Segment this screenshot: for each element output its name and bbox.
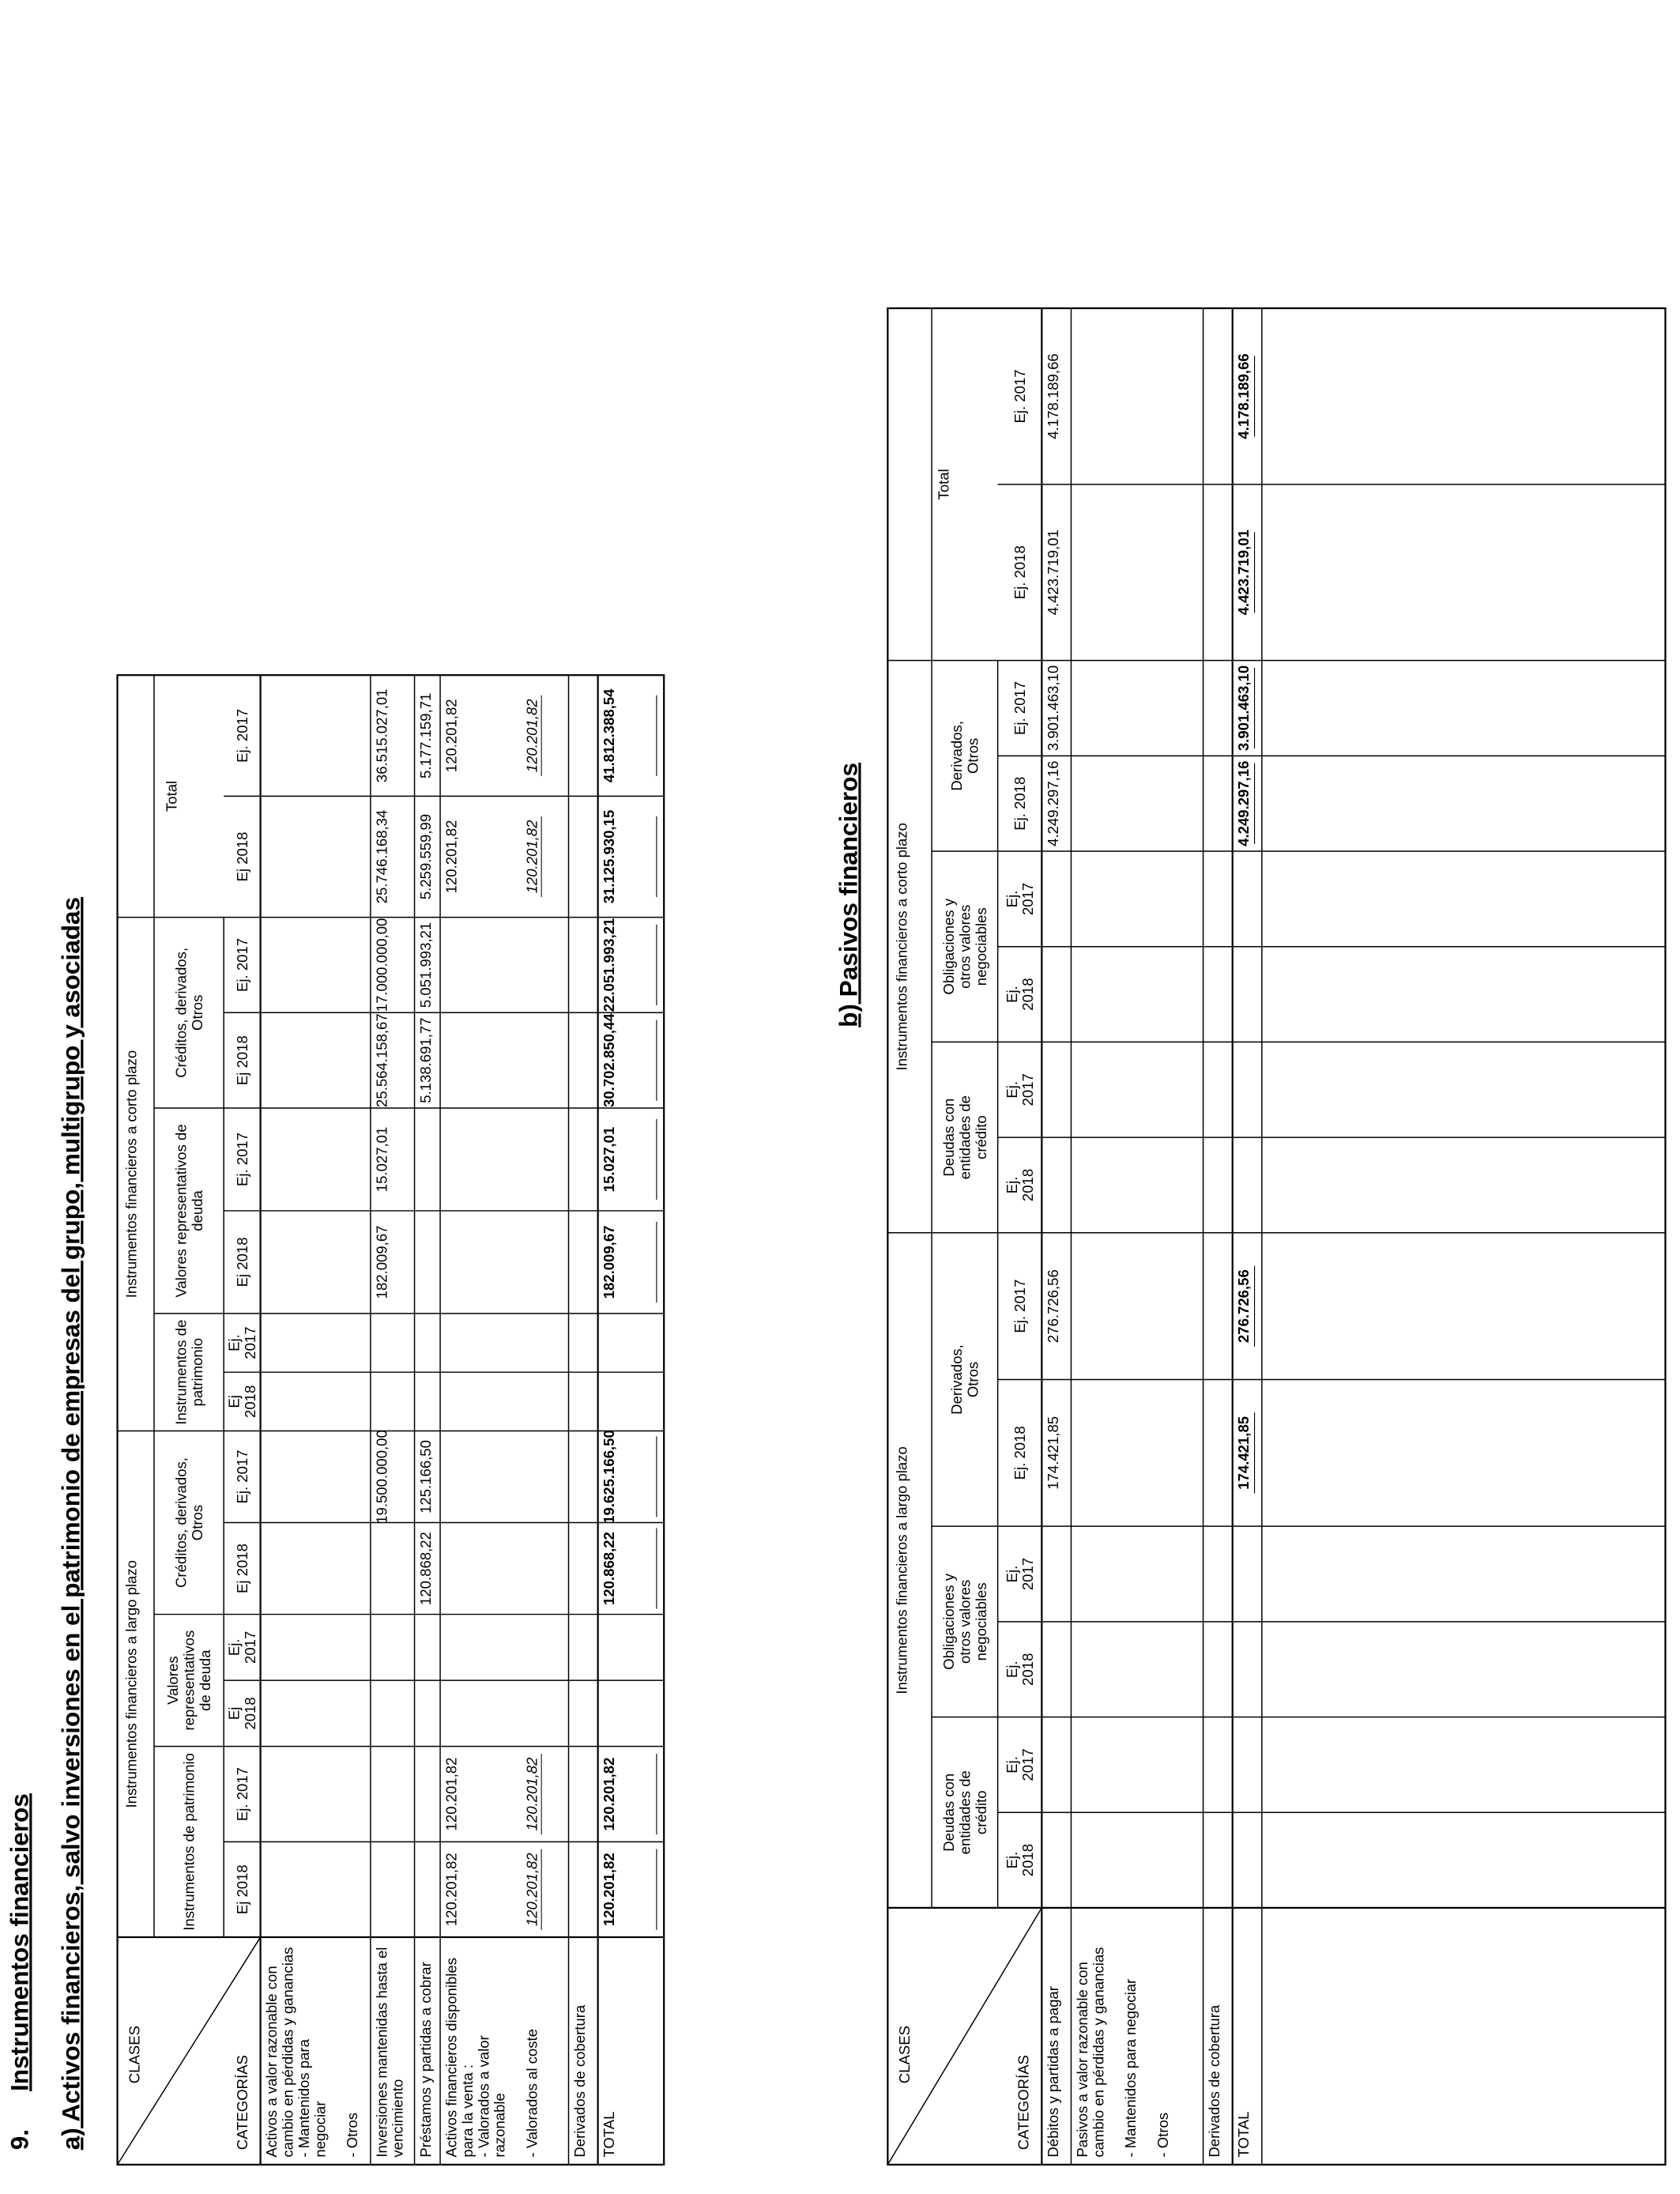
year-header: 2017: [1019, 1557, 1037, 1591]
column-group-header: Otros: [188, 1504, 205, 1541]
year-header: Ej. 2018: [1011, 1426, 1028, 1480]
year-header: Ej: [225, 1395, 243, 1408]
value-cell: 17.000.000,00: [373, 918, 390, 1012]
year-header: Ej 2018: [233, 1864, 250, 1915]
value-cell: 25.564.158,67: [373, 1013, 390, 1107]
column-group-header: entidades de: [956, 1095, 974, 1180]
value-cell: 15.027,01: [373, 1126, 390, 1193]
table-border: [118, 675, 665, 2165]
value-cell: 120.201,82: [443, 699, 460, 773]
row-label: Derivados de cobertura: [571, 2004, 588, 2158]
cost-valued-cell: 120.201,82: [523, 820, 541, 894]
total-value-cell: 15.027,01: [601, 1126, 618, 1193]
column-group-header: crédito: [972, 1790, 989, 1835]
value-cell: 4.178.189,66: [1044, 353, 1061, 439]
value-cell: 5.138.691,77: [416, 1017, 434, 1103]
year-header: Ej.: [225, 1638, 243, 1657]
total-value-cell: 4.178.189,66: [1235, 353, 1252, 439]
table-border: [887, 308, 1665, 2165]
year-header: Ej. 2017: [1011, 1279, 1028, 1333]
year-header: Ej.: [1003, 890, 1020, 908]
value-cell: 19.500.000,00: [373, 1430, 390, 1524]
value-cell: 174.421,85: [1044, 1416, 1061, 1490]
year-header: 2018: [1019, 1168, 1037, 1202]
year-header: Ej.: [1003, 1661, 1020, 1679]
column-group-header: negociables: [972, 907, 989, 986]
year-header: Ej. 2018: [1011, 545, 1028, 600]
cost-valued-cell: 120.201,82: [523, 699, 541, 773]
column-group-header: representativos: [180, 1630, 198, 1731]
year-header: Ej 2018: [233, 1544, 250, 1593]
year-header: 2018: [1019, 978, 1037, 1011]
column-group-header: Obligaciones y: [940, 1574, 957, 1670]
row-label: cambio en pérdidas y ganancias: [1090, 1947, 1107, 2158]
year-header: 2017: [242, 1326, 259, 1359]
total-value-cell: 120.868,22: [601, 1532, 618, 1605]
value-cell: 182.009,67: [373, 1225, 390, 1299]
total-value-cell: 276.726,56: [1235, 1269, 1252, 1344]
liabilities-table-title: b) Pasivos financieros: [834, 762, 863, 1027]
total-value-cell: 41.812.388,54: [601, 688, 618, 783]
total-value-cell: 31.125.930,15: [601, 809, 618, 904]
cost-valued-cell: 120.201,82: [523, 1757, 541, 1831]
year-header: 2018: [1019, 1653, 1037, 1686]
column-group-header: Valores representativos de: [172, 1124, 190, 1298]
year-header: Ej. 2017: [233, 708, 250, 763]
total-value-cell: 3.901.463,10: [1235, 665, 1252, 752]
column-group-header: Instrumentos de patrimonio: [180, 1752, 198, 1931]
row-label: - Mantenidos para: [295, 2039, 312, 2158]
column-group-header: Instrumentos de: [172, 1319, 190, 1425]
row-label: Activos a valor razonable con: [263, 1966, 281, 2158]
year-header: 2017: [242, 1630, 259, 1664]
financial-liabilities-table: [887, 308, 1665, 2165]
long-term-group-header: Instrumentos financieros a largo plazo: [122, 1560, 140, 1808]
row-label: - Valorados a valor: [475, 2035, 492, 2158]
corner-categorias-label: CATEGORÍAS: [1015, 2055, 1032, 2151]
column-group-header: Otros: [964, 1361, 981, 1398]
column-group-header: deuda: [188, 1190, 205, 1231]
row-label: - Otros: [1155, 2112, 1172, 2158]
row-label: TOTAL: [601, 2111, 618, 2158]
year-header: Ej 2018: [233, 831, 250, 882]
value-cell: 276.726,56: [1044, 1269, 1061, 1344]
column-group-header: otros valores: [956, 1579, 974, 1664]
year-header: Ej. 2017: [233, 1449, 250, 1504]
value-cell: 36.515.027,01: [373, 688, 390, 783]
total-value-cell: 4.249.297,16: [1235, 760, 1252, 846]
total-value-cell: 22.051.993,21: [601, 918, 618, 1012]
row-label: para la venta :: [458, 2064, 476, 2158]
column-group-header: negociables: [972, 1582, 989, 1661]
row-label: razonable: [491, 2093, 508, 2158]
column-group-header: Créditos, derivados,: [172, 947, 190, 1078]
value-cell: 120.201,82: [443, 820, 460, 894]
total-value-cell: 174.421,85: [1235, 1416, 1252, 1490]
column-group-header: Obligaciones y: [940, 898, 957, 995]
total-value-cell: 182.009,67: [601, 1225, 618, 1299]
year-header: 2017: [1019, 882, 1037, 916]
row-label: cambio en pérdidas y ganancias: [279, 1947, 296, 2158]
column-group-header: crédito: [972, 1115, 989, 1159]
year-header: Ej. 2017: [233, 1132, 250, 1186]
column-group-header: Deudas con: [940, 1773, 957, 1852]
value-cell: 4.249.297,16: [1044, 760, 1061, 846]
year-header: Ej.: [1003, 1756, 1020, 1774]
year-header: 2017: [1019, 1748, 1037, 1781]
row-label: - Otros: [344, 2112, 361, 2158]
year-header: 2018: [1019, 1843, 1037, 1877]
section-title: Instrumentos financieros: [5, 1793, 34, 2092]
year-header: Ej. 2017: [233, 1766, 250, 1822]
value-cell: 120.201,82: [443, 1757, 460, 1831]
value-cell: 125.166,50: [416, 1440, 434, 1514]
column-group-header: Derivados,: [948, 721, 966, 791]
row-label: vencimiento: [389, 2079, 406, 2158]
total-value-cell: 4.423.719,01: [1235, 530, 1252, 616]
column-group-header: Otros: [188, 994, 205, 1031]
year-header: Ej. 2017: [233, 937, 250, 992]
row-label: TOTAL: [1235, 2111, 1252, 2158]
column-group-header: otros valores: [956, 904, 974, 989]
financial-assets-table: [118, 675, 665, 2165]
year-header: Ej.: [1003, 1565, 1020, 1583]
column-group-header: Otros: [964, 737, 981, 775]
total-value-cell: 19.625.166,50: [601, 1430, 618, 1524]
value-cell: 120.201,82: [443, 1853, 460, 1927]
row-label: Derivados de cobertura: [1206, 2004, 1223, 2158]
value-cell: 5.259.559,99: [416, 813, 434, 900]
value-cell: 5.177.159,71: [416, 692, 434, 778]
row-label: - Mantenidos para negociar: [1122, 1978, 1139, 2158]
year-header: Ej: [225, 1706, 243, 1721]
year-header: Ej.: [1003, 1176, 1020, 1194]
row-label: - Valorados al coste: [523, 2029, 541, 2158]
row-label: Débitos y partidas a pagar: [1044, 1986, 1061, 2158]
value-cell: 120.868,22: [416, 1532, 434, 1605]
section-number: 9.: [5, 2128, 34, 2151]
row-label: Préstamos y partidas a cobrar: [416, 1962, 434, 2158]
year-header: 2018: [242, 1697, 259, 1730]
column-group-header: Créditos, derivados,: [172, 1457, 190, 1588]
total-group-header: Total: [935, 469, 952, 500]
year-header: Ej.: [1003, 986, 1020, 1003]
column-group-header: Derivados,: [948, 1344, 966, 1415]
value-cell: 5.051.993,21: [416, 922, 434, 1008]
value-cell: 4.423.719,01: [1044, 530, 1061, 616]
year-header: Ej. 2018: [1011, 776, 1028, 831]
column-group-header: Valores: [164, 1656, 182, 1705]
year-header: Ej.: [1003, 1080, 1020, 1099]
column-group-header: de deuda: [196, 1649, 213, 1711]
year-header: Ej.: [225, 1334, 243, 1351]
column-group-header: Deudas con: [940, 1098, 957, 1177]
year-header: Ej. 2017: [1011, 680, 1028, 736]
column-group-header: patrimonio: [188, 1337, 205, 1407]
corner-clases-label: CLASES: [126, 2026, 143, 2084]
row-label: Activos financieros disponibles: [443, 1958, 460, 2158]
total-value-cell: 120.201,82: [601, 1853, 618, 1927]
year-header: Ej 2018: [233, 1237, 250, 1287]
assets-table-title: a) Activos financieros, salvo inversiones en el patrimonio de empresas del grupo, multigrupo y asociadas: [56, 896, 85, 2151]
cost-valued-cell: 120.201,82: [523, 1853, 541, 1927]
value-cell: 3.901.463,10: [1044, 665, 1061, 752]
total-group-header: Total: [163, 780, 180, 812]
corner-categorias-label: CATEGORÍAS: [233, 2055, 250, 2151]
short-term-group-header: Instrumentos financieros a corto plazo: [893, 823, 910, 1071]
value-cell: 25.746.168,34: [373, 809, 390, 904]
total-value-cell: 30.702.850,44: [601, 1013, 618, 1107]
long-term-group-header: Instrumentos financieros a largo plazo: [893, 1446, 910, 1695]
row-label: Pasivos a valor razonable con: [1073, 1962, 1090, 2158]
column-group-header: entidades de: [956, 1770, 974, 1855]
year-header: Ej. 2017: [1011, 369, 1028, 424]
year-header: Ej.: [1003, 1851, 1020, 1869]
year-header: Ej 2018: [233, 1035, 250, 1086]
year-header: 2017: [1019, 1073, 1037, 1106]
total-value-cell: 120.201,82: [601, 1757, 618, 1831]
year-header: 2018: [242, 1385, 259, 1418]
corner-clases-label: CLASES: [896, 2026, 913, 2084]
row-label: Inversiones mantenidas hasta el: [373, 1947, 390, 2158]
row-label: negociar: [311, 2101, 329, 2158]
short-term-group-header: Instrumentos financieros a corto plazo: [122, 1050, 140, 1299]
